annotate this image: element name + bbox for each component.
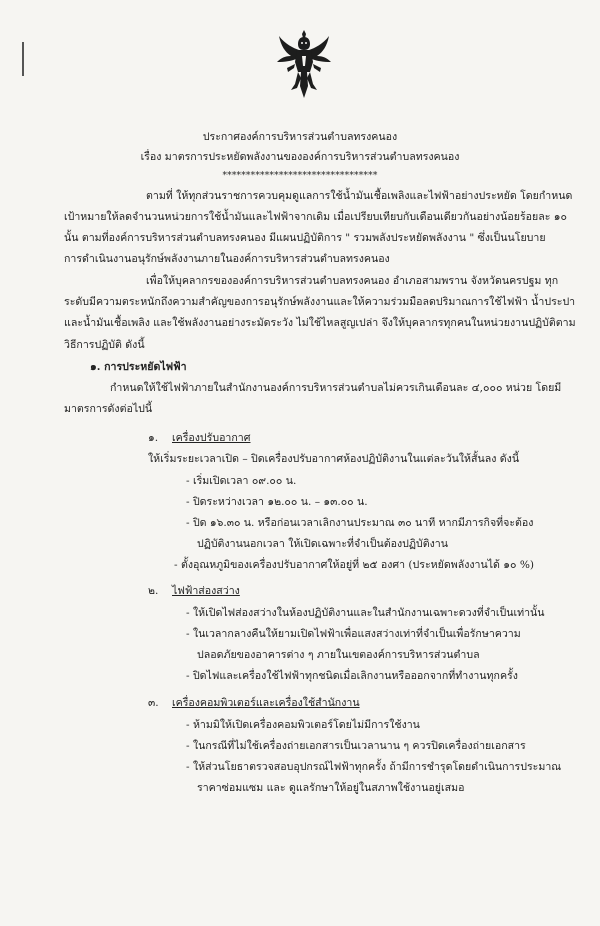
sub2-item-2: - ในเวลากลางคืนให้ยามเปิดไฟฟ้าเพื่อแสงสว่างเท่าที่จำเป็นเพื่อรักษาความ [186, 628, 521, 640]
document-title: ประกาศองค์การบริหารส่วนตำบลทรงคนอง [202, 131, 398, 143]
margin-mark [22, 42, 24, 76]
sub3-title: เครื่องคอมพิวเตอร์และเครื่องใช้สำนักงาน [172, 697, 360, 709]
sub3-number: ๓. [148, 697, 159, 709]
intro-line-1: ตามที่ ให้ทุกส่วนราชการควบคุมดูแลการใช้น้ำมันเชื้อเพลิงและไฟฟ้าอย่างประหยัด โดยกำหนด [146, 190, 573, 202]
sub1-item-3: - ปิด ๑๖.๓๐ น. หรือก่อนเวลาเลิกงานประมาณ ๓๐ นาที หากมีภารกิจที่จะต้อง [186, 517, 534, 529]
para2-line-1: เพื่อให้บุคลากรขององค์การบริหารส่วนตำบลทรงคนอง อำเภอสามพราน จังหวัดนครปฐม ทุก [146, 275, 559, 287]
sub2-item-3: - ปิดไฟและเครื่องใช้ไฟฟ้าทุกชนิดเมื่อเลิกงานหรือออกจากที่ทำงานทุกครั้ง [186, 670, 518, 682]
section1-line-2: มาตรการดังต่อไปนี้ [64, 403, 153, 415]
sub3-item-3-cont: ราคาซ่อมแซม และ ดูแลรักษาให้อยู่ในสภาพใช้งานอยู่เสมอ [197, 782, 465, 794]
sub1-intro: ให้เริ่มระยะเวลาเปิด – ปิดเครื่องปรับอากาศห้องปฏิบัติงานในแต่ละวันให้สั้นลง ดังนี้ [148, 453, 520, 465]
sub1-item-2: - ปิดระหว่างเวลา ๑๒.๐๐ น. – ๑๓.๐๐ น. [186, 496, 368, 508]
sub1-item-1: - เริ่มเปิดเวลา ๐๙.๐๐ น. [186, 475, 297, 487]
section1-line-1: กำหนดให้ใช้ไฟฟ้าภายในสำนักงานองค์การบริหารส่วนตำบลไม่ควรเกินเดือนละ ๔,๐๐๐ หน่วย โดยมี [110, 382, 562, 394]
intro-line-2: เป้าหมายให้ลดจำนวนหน่วยการใช้น้ำมันและไฟฟ้าจากเดิม เมื่อเปรียบเทียบกับเดือนเดียวกันอย่างน้อยร้อยละ ๑๐ [64, 211, 567, 223]
sub2-item-1: - ให้เปิดไฟส่องสว่างในห้องปฏิบัติงานและในสำนักงานเฉพาะดวงที่จำเป็นเท่านั้น [186, 607, 545, 619]
document-subject: เรื่อง มาตรการประหยัดพลังงานขององค์การบริหารส่วนตำบลทรงคนอง [140, 151, 460, 163]
sub1-item-3-cont: ปฏิบัติงานนอกเวลา ให้เปิดเฉพาะที่จำเป็นต้องปฏิบัติงาน [197, 538, 448, 550]
intro-line-3: นั้น ตามที่องค์การบริหารส่วนตำบลทรงคนอง มีแผนปฏิบัติการ " รวมพลังประหยัดพลังงาน " ซึ่งเป็นนโยบาย [64, 232, 546, 244]
sub1-number: ๑. [148, 432, 159, 444]
sub1-title: เครื่องปรับอากาศ [172, 432, 251, 444]
para2-line-2: ระดับมีความตระหนักถึงความสำคัญของการอนุรักษ์พลังงานและให้ความร่วมมือลดปริมาณการใช้ไฟฟ้า น้ำประปา [64, 296, 576, 308]
sub2-number: ๒. [148, 585, 159, 597]
sub3-item-1: - ห้ามมิให้เปิดเครื่องคอมพิวเตอร์โดยไม่มีการใช้งาน [186, 719, 420, 731]
para2-line-4: วิธีการปฏิบัติ ดังนี้ [64, 339, 145, 351]
sub2-title: ไฟฟ้าส่องสว่าง [172, 585, 240, 597]
section-heading-electricity: ๑. การประหยัดไฟฟ้า [90, 361, 187, 373]
separator-stars: ********************************* [222, 171, 378, 181]
para2-line-3: และน้ำมันเชื้อเพลิง และใช้พลังงานอย่างระมัดระวัง ไม่ใช้ไหลสูญเปล่า จึงให้บุคลากรทุกคนในหน่วยงานปฏิบัติตาม [64, 317, 576, 329]
garuda-emblem-icon [275, 28, 333, 100]
sub2-item-2-cont: ปลอดภัยของอาคารต่าง ๆ ภายในเขตองค์การบริหารส่วนตำบล [197, 649, 480, 661]
intro-line-4: การดำเนินงานอนุรักษ์พลังงานภายในองค์การบริหารส่วนตำบลทรงคนอง [64, 253, 390, 265]
sub1-item-4: - ตั้งอุณหภูมิของเครื่องปรับอากาศให้อยู่ที่ ๒๕ องศา (ประหยัดพลังงานได้ ๑๐ %) [174, 559, 535, 571]
sub3-item-2: - ในกรณีที่ไม่ใช้เครื่องถ่ายเอกสารเป็นเวลานาน ๆ ควรปิดเครื่องถ่ายเอกสาร [186, 740, 526, 752]
sub3-item-3: - ให้ส่วนโยธาตรวจสอบอุปกรณ์ไฟฟ้าทุกครั้ง ถ้ามีการชำรุดโดยดำเนินการประมาณ [186, 761, 562, 773]
